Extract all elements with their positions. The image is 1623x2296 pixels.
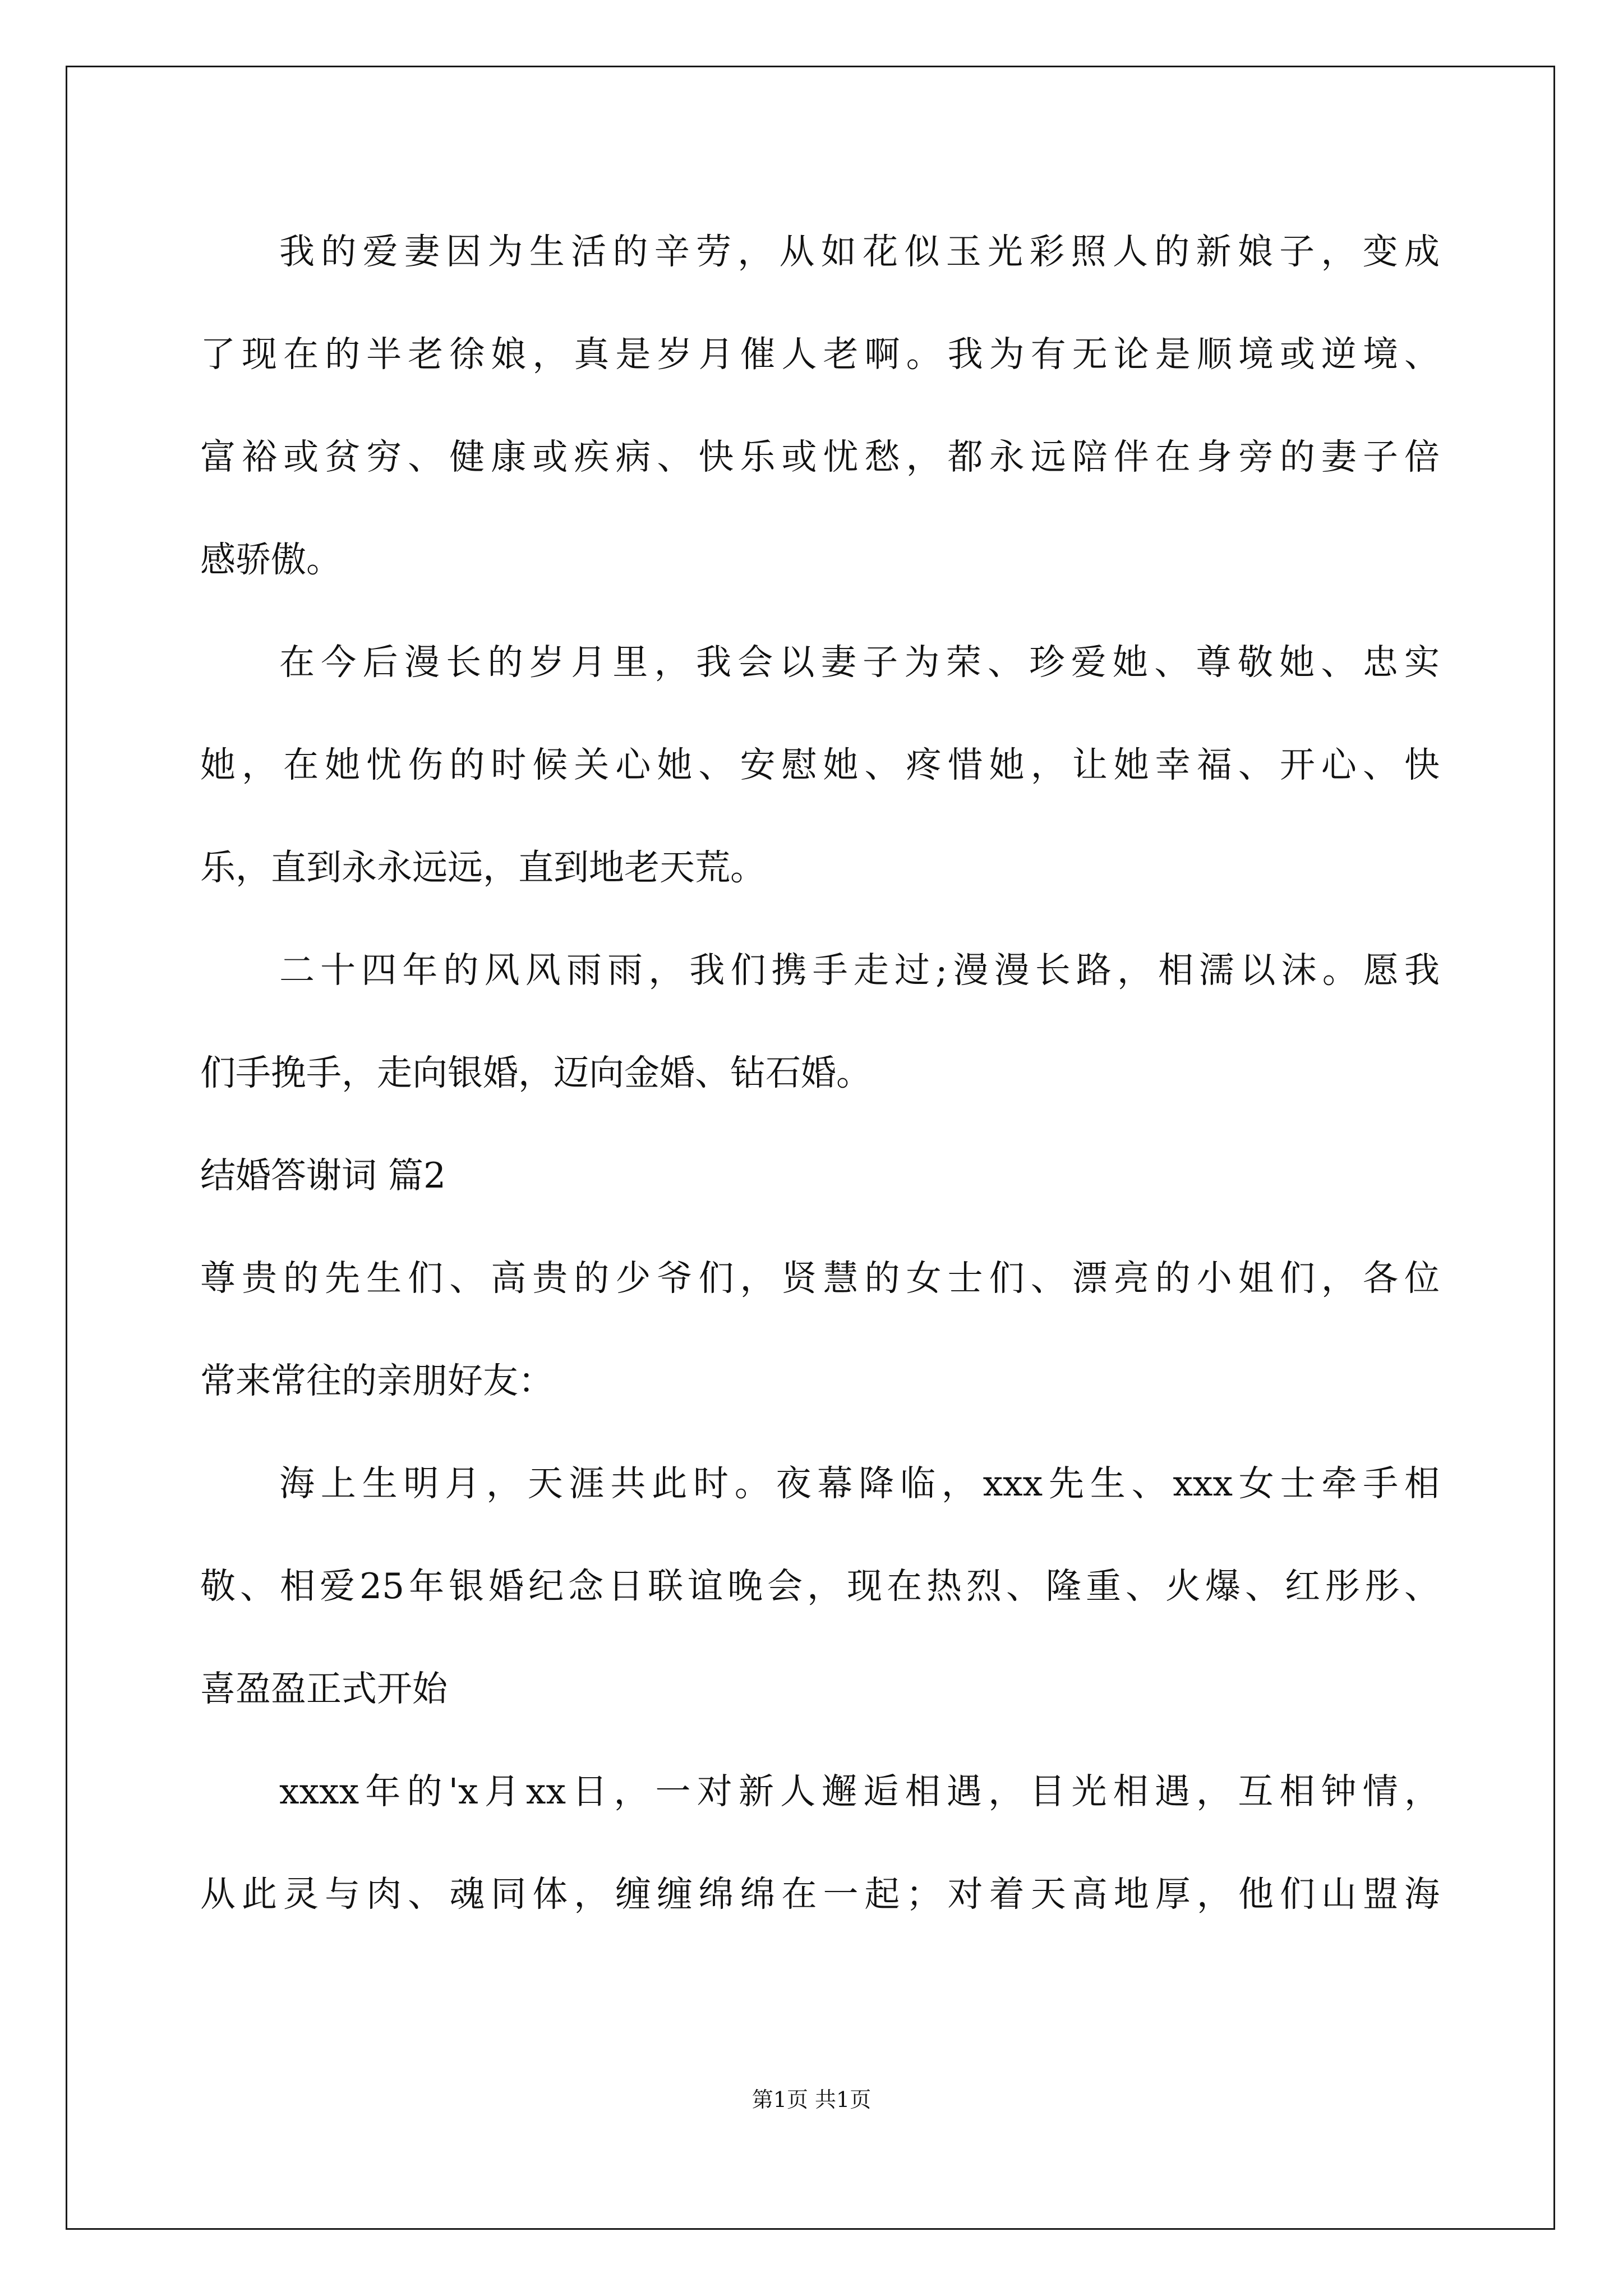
page-number-footer: 第1页 共1页: [751, 2087, 872, 2112]
text-line: 二十四年的风风雨雨，我们携手走过;漫漫长路，相濡以沫。愿我: [279, 950, 1440, 991]
text-line: 敬、相爱25年银婚纪念日联谊晚会，现在热烈、隆重、火爆、红彤彤、: [200, 1566, 1440, 1607]
section-heading: 结婚答谢词 篇2: [200, 1155, 446, 1196]
text-line: 从此灵与肉、魂同体，缠缠绵绵在一起；对着天高地厚，他们山盟海: [200, 1874, 1440, 1915]
text-line: 感骄傲。: [200, 539, 342, 580]
text-line: 喜盈盈正式开始: [200, 1668, 448, 1709]
document-body: [200, 200, 1440, 1945]
text-line: 常来常往的亲朋好友：: [200, 1360, 554, 1401]
text-line: xxxx年的'x月xx日，一对新人邂逅相遇，目光相遇，互相钟情，: [279, 1771, 1440, 1812]
text-line: 了现在的半老徐娘，真是岁月催人老啊。我为有无论是顺境或逆境、: [200, 334, 1440, 375]
text-line: 海上生明月，天涯共此时。夜幕降临，xxx先生、xxx女士牵手相: [279, 1463, 1440, 1504]
text-line: 尊贵的先生们、高贵的少爷们，贤慧的女士们、漂亮的小姐们，各位: [200, 1258, 1440, 1299]
text-line: 们手挽手，走向银婚，迈向金婚、钻石婚。: [200, 1052, 872, 1093]
text-line: 在今后漫长的岁月里，我会以妻子为荣、珍爱她、尊敬她、忠实: [279, 642, 1440, 683]
text-line: 富裕或贫穷、健康或疾病、快乐或忧愁，都永远陪伴在身旁的妻子倍: [200, 436, 1440, 477]
text-line: 我的爱妻因为生活的辛劳，从如花似玉光彩照人的新娘子，变成: [279, 231, 1440, 272]
text-line: 乐，直到永永远远，直到地老天荒。: [200, 847, 766, 888]
text-line: 她，在她忧伤的时候关心她、安慰她、疼惜她，让她幸福、开心、快: [200, 744, 1440, 785]
